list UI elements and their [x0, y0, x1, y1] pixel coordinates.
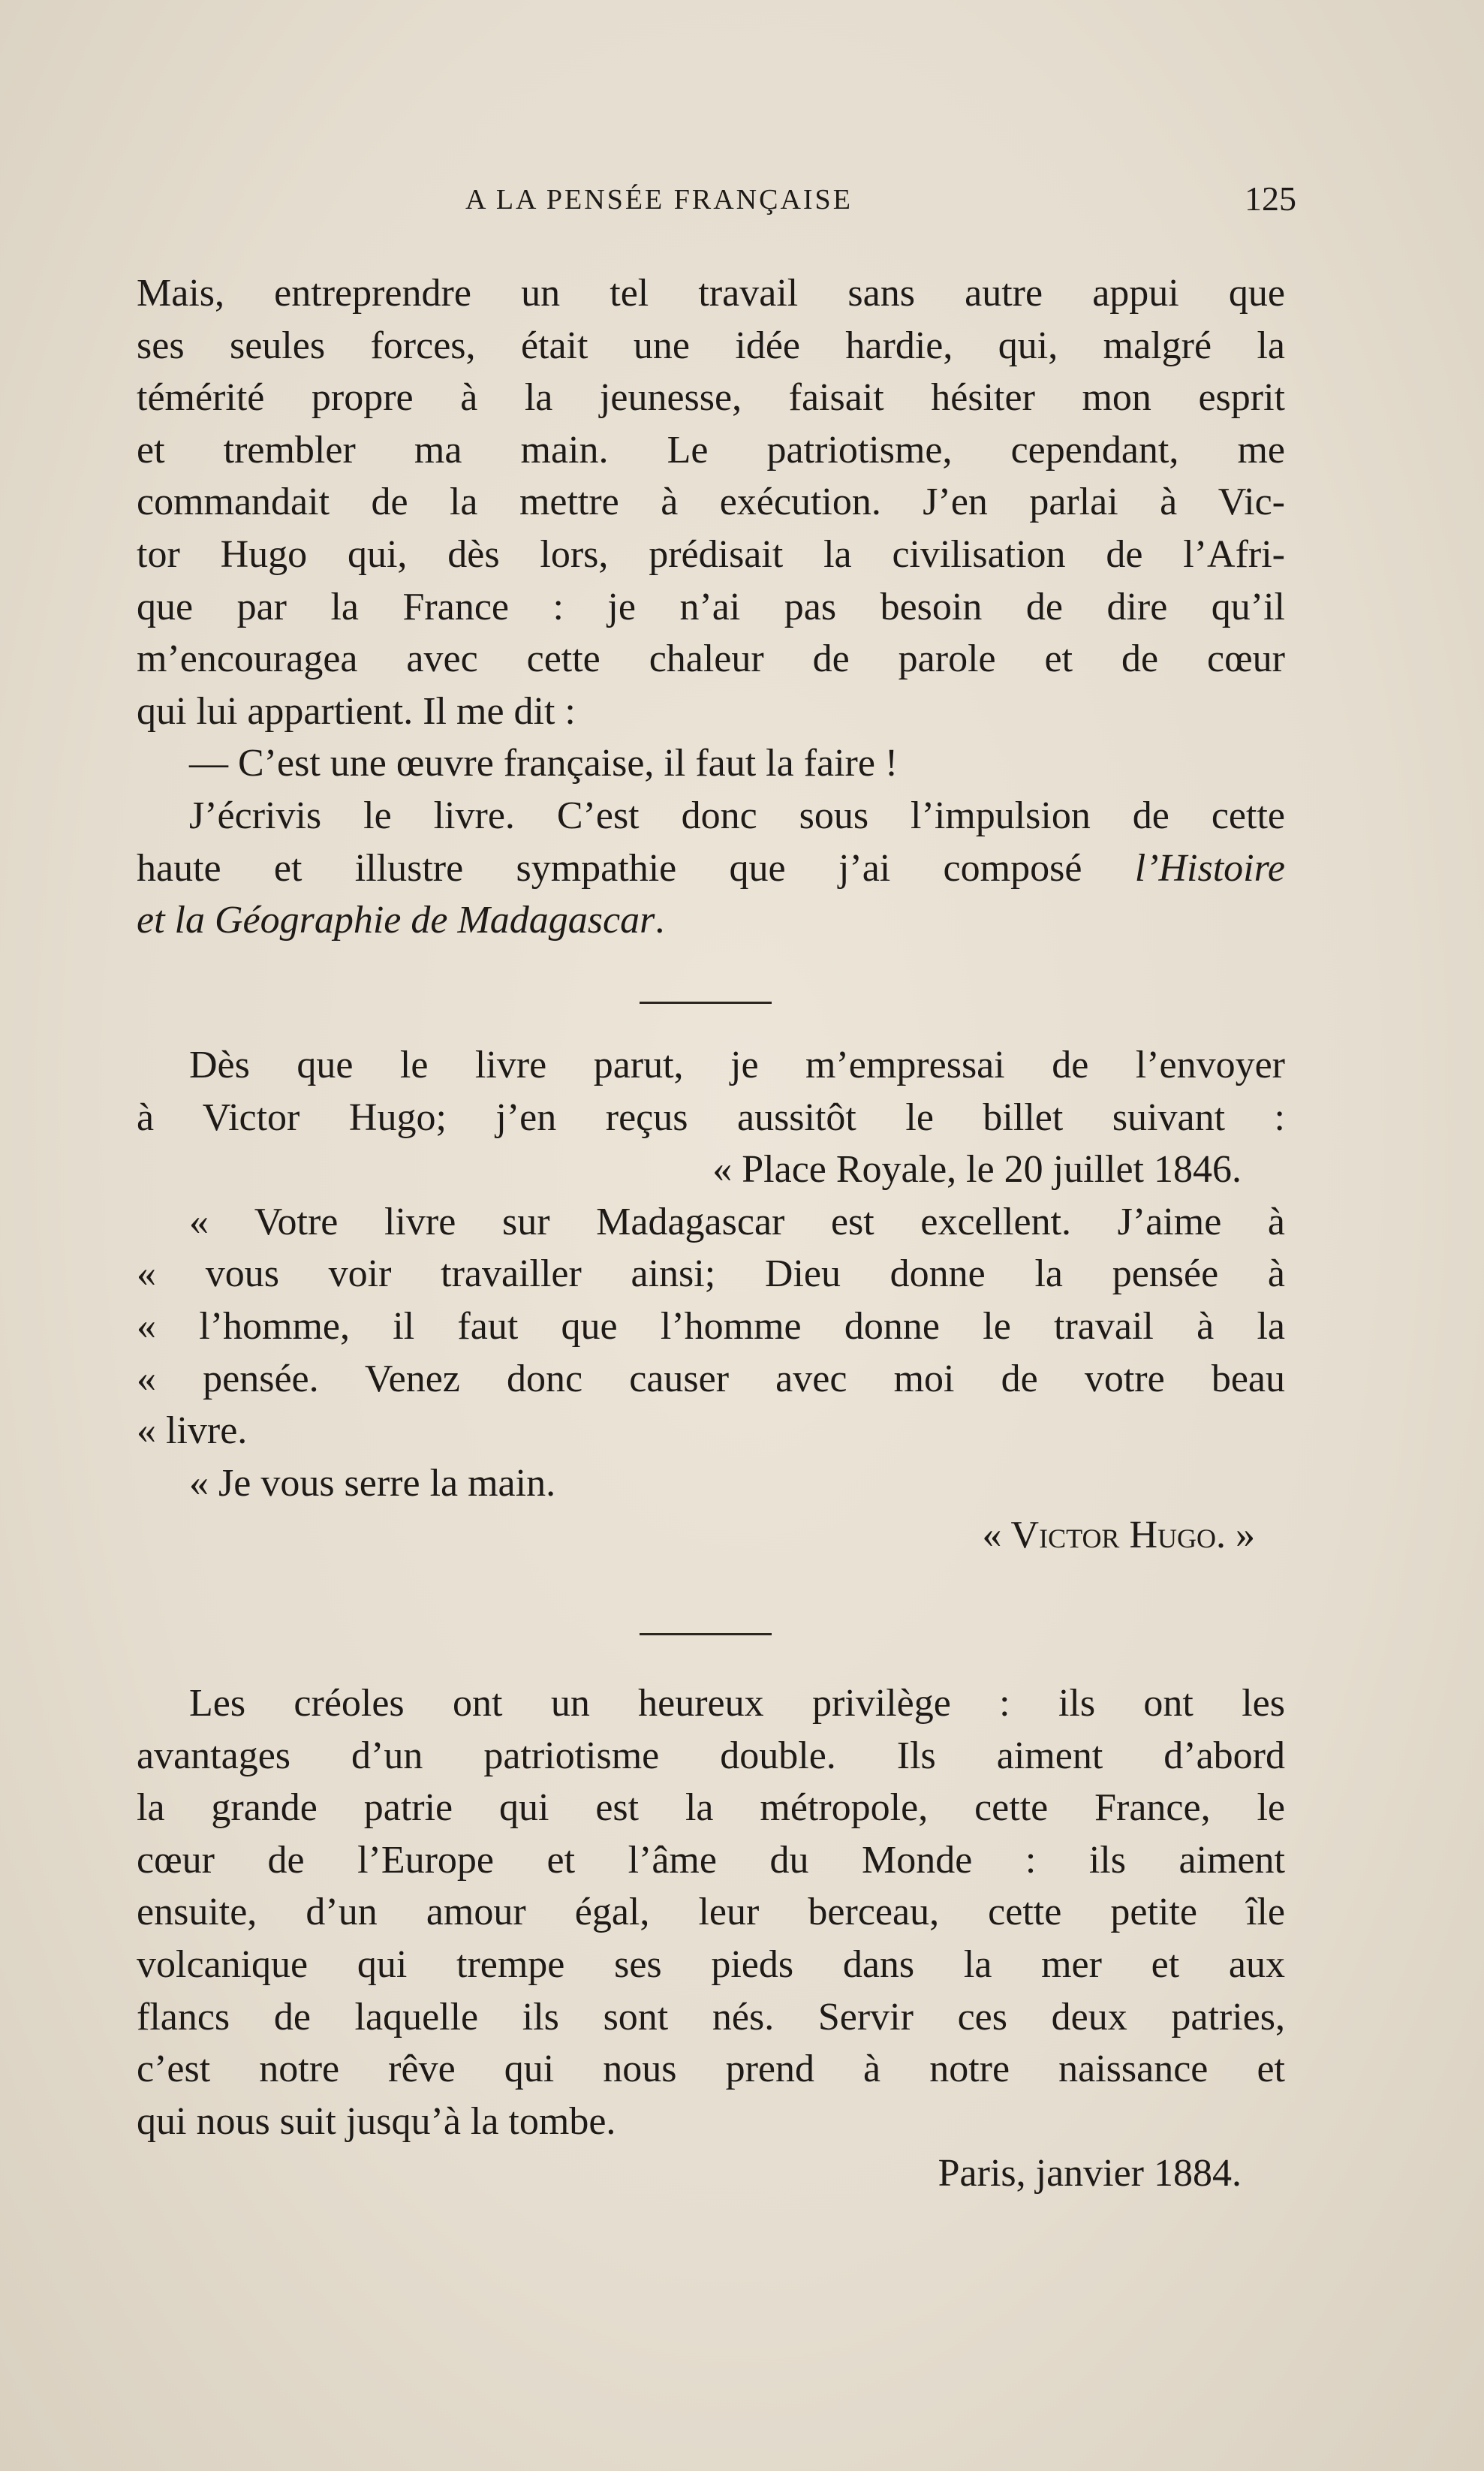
page-header	[465, 179, 1296, 222]
text-line: m’encouragea avec cette chaleur de parole et de cœur	[137, 637, 1285, 681]
text-line: et trembler ma main. Le patriotisme, cependant, me	[137, 428, 1285, 472]
letter-body	[137, 1196, 1285, 1562]
text-line: la grande patrie qui est la métropole, cette France, le	[137, 1786, 1285, 1830]
text-line: témérité propre à la jeunesse, faisait hésiter mon esprit	[137, 376, 1285, 420]
text-line: commandait de la mettre à exécution. J’en parlai à Vic-	[137, 481, 1285, 524]
letter-closing: « Je vous serre la main.	[189, 1461, 556, 1505]
text-line: volcanique qui trempe ses pieds dans la mer et aux	[137, 1942, 1285, 1986]
text-line: qui lui appartient. Il me dit :	[137, 689, 576, 733]
text-line: flancs de laquelle ils sont nés. Servir ces deux patries,	[137, 1995, 1285, 2039]
letter-dateline: « Place Royale, le 20 juillet 1846.	[712, 1148, 1242, 1192]
text-line	[137, 894, 1285, 947]
text-line: qui nous suit jusqu’à la tombe.	[137, 2099, 616, 2143]
text-line: que par la France : je n’ai pas besoin de dire qu’il	[137, 585, 1285, 628]
letter-line: « vous voir travailler ainsi; Dieu donne la pensée à	[137, 1252, 1285, 1296]
closing-dateline: Paris, janvier 1884.	[938, 2152, 1242, 2195]
text-line: tor Hugo qui, dès lors, prédisait la civilisation de l’Afri-	[137, 532, 1285, 576]
text-line: Les créoles ont un heureux privilège : ils ont les	[189, 1682, 1285, 1725]
text-line: Dès que le livre parut, je m’empressai de l’envoyer	[189, 1044, 1285, 1086]
paragraph-1	[137, 267, 1285, 947]
text-line: c’est notre rêve qui nous prend à notre naissance et	[137, 2048, 1285, 2091]
section-separator	[640, 1002, 772, 1004]
letter-line: « livre.	[137, 1409, 248, 1453]
text-line: ensuite, d’un amour égal, leur berceau, cette petite île	[137, 1891, 1285, 1934]
text-line: J’écrivis le livre. C’est donc sous l’impulsion de cette	[189, 794, 1285, 837]
dialogue-line: — C’est une œuvre française, il faut la faire !	[189, 742, 899, 785]
letter-signature: « Victor Hugo. »	[982, 1514, 1255, 1557]
text-line: avantages d’un patriotisme double. Ils aiment d’abord	[137, 1734, 1285, 1777]
book-title-italic: et la Géographie de Madagascar	[137, 899, 655, 942]
text-span: .	[655, 899, 665, 942]
section-separator	[640, 1633, 772, 1635]
letter-line: « Votre livre sur Madagascar est excellent. J’aime à	[189, 1200, 1285, 1243]
page-number: 125	[1245, 179, 1296, 218]
text-span: haute et illustre sympathie que j’ai composé	[137, 846, 1135, 890]
text-line: Mais, entreprendre un tel travail sans autre appui que	[137, 272, 1285, 315]
letter-line: « l’homme, il faut que l’homme donne le travail à la	[137, 1304, 1285, 1348]
paragraph-4	[137, 1677, 1285, 2200]
running-head: A LA PENSÉE FRANÇAISE	[465, 184, 853, 215]
text-line	[137, 842, 1285, 895]
text-line: cœur de l’Europe et l’âme du Monde : ils aiment	[137, 1838, 1285, 1882]
paragraph-3	[137, 1039, 1285, 1562]
book-title-italic: l’Histoire	[1134, 846, 1285, 890]
letter-line: « pensée. Venez donc causer avec moi de votre beau	[137, 1357, 1285, 1400]
text-line: à Victor Hugo; j’en reçus aussitôt le billet suivant :	[137, 1095, 1285, 1139]
text-line: ses seules forces, était une idée hardie, qui, malgré la	[137, 324, 1285, 367]
